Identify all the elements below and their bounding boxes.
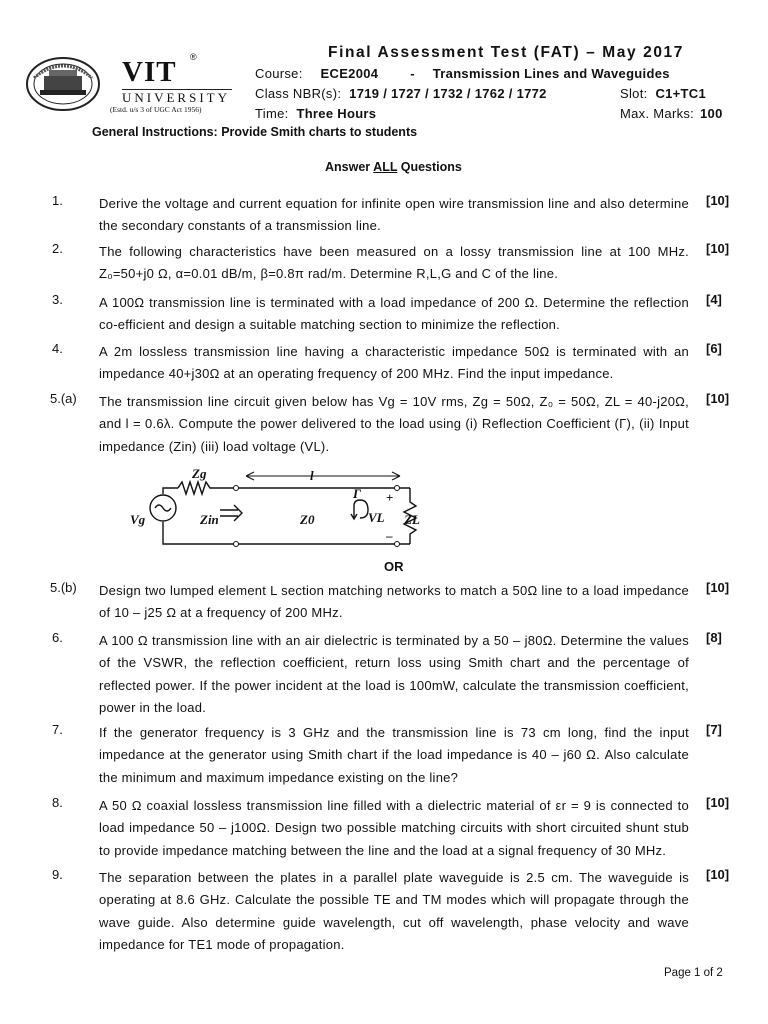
university-seal-icon bbox=[24, 56, 102, 116]
question-text: A 100Ω transmission line is terminated with a load impedance of 200 Ω. Determine the reflection co-efficient and design a suitable matching section to minimize the reflection. bbox=[99, 295, 689, 333]
max-marks-value: 100 bbox=[700, 106, 723, 121]
circuit-plus-sign: + bbox=[386, 490, 394, 505]
circuit-zg-label: Zg bbox=[192, 466, 207, 481]
question-text: Derive the voltage and current equation for infinite open wire transmission line and also determine the secondary constants of a transmission line. bbox=[99, 196, 689, 234]
class-row bbox=[255, 86, 547, 101]
time-label: Time: bbox=[255, 106, 289, 121]
course-label: Course: bbox=[255, 66, 303, 81]
slot-label: Slot: bbox=[620, 86, 648, 101]
question-number: 3. bbox=[52, 292, 63, 307]
question-number: 4. bbox=[52, 341, 63, 356]
circuit-minus-sign: – bbox=[386, 528, 393, 543]
question-text: A 100 Ω transmission line with an air dielectric is terminated by a 50 – j80Ω. Determine the values of the VSWR, the reflection coefficient, return loss using Smith chart and the percentage of reflected power. If the power incident at the load is 100mW, calculate the transmission coefficient, power in the load. bbox=[99, 633, 689, 716]
question-text: The separation between the plates in a parallel plate waveguide is 2.5 cm. The waveguide is operating at 8.6 GHz. Calculate the possible TE and TM modes which will propagate through the wave guide. Also determine guide wavelength, cut off wavelength, phase velocity and wave impedance for TE1 mode of propagation. bbox=[99, 870, 689, 953]
circuit-zin-label: Zin bbox=[200, 512, 219, 527]
question-number: 8. bbox=[52, 795, 63, 810]
question-marks: [6] bbox=[706, 341, 722, 356]
course-name: Transmission Lines and Waveguides bbox=[432, 66, 670, 81]
logo-established: (Estd. u/s 3 of UGC Act 1956) bbox=[110, 105, 202, 114]
answer-all-heading bbox=[325, 160, 462, 174]
question-marks: [10] bbox=[706, 580, 730, 595]
question-text: A 50 Ω coaxial lossless transmission line filled with a dielectric material of εr = 9 is connected to load impedance 50 – j100Ω. Design two possible matching circuits with short circuited shunt stub to provide impedance matching between the line and the load at a signal frequency of 30 MHz. bbox=[99, 798, 689, 858]
max-marks-label: Max. Marks: bbox=[620, 106, 695, 121]
question-number: 5.(a) bbox=[50, 391, 77, 406]
question-marks: [10] bbox=[706, 867, 730, 882]
circuit-vg-label: Vg bbox=[130, 512, 146, 527]
question-number: 2. bbox=[52, 241, 63, 256]
or-separator: OR bbox=[384, 559, 404, 574]
question-marks: [4] bbox=[706, 292, 722, 307]
page-number: Page 1 of 2 bbox=[664, 967, 723, 979]
answer-suffix: Questions bbox=[397, 160, 462, 174]
class-numbers: 1719 / 1727 / 1732 / 1762 / 1772 bbox=[349, 86, 547, 101]
class-label: Class NBR(s): bbox=[255, 86, 342, 101]
question-number: 9. bbox=[52, 867, 63, 882]
answer-prefix: Answer bbox=[325, 160, 374, 174]
question-marks: [10] bbox=[706, 193, 730, 208]
question-marks: [7] bbox=[706, 722, 722, 737]
question-text: A 2m lossless transmission line having a characteristic impedance 50Ω is terminated with an impedance 40+j30Ω at an operating frequency of 200 MHz. Find the input impedance. bbox=[99, 344, 689, 382]
question-marks: [10] bbox=[706, 795, 730, 810]
time-value: Three Hours bbox=[296, 106, 377, 121]
question-text: The following characteristics have been measured on a lossy transmission line at 100 MHz. Z₀=50+j0 Ω, α=0.01 dB/m, β=0.8π rad/m. Determine R,L,G and C of the line. bbox=[99, 244, 689, 282]
circuit-vl-label: VL bbox=[368, 510, 385, 525]
slot-value: C1+TC1 bbox=[655, 86, 707, 101]
answer-all: ALL bbox=[373, 160, 398, 174]
question-number: 7. bbox=[52, 722, 63, 737]
registered-mark: ® bbox=[190, 52, 197, 62]
question-marks: [10] bbox=[706, 241, 730, 256]
circuit-z0-label: Z0 bbox=[300, 512, 315, 527]
course-code: ECE2004 bbox=[320, 66, 379, 81]
circuit-length-label: l bbox=[310, 468, 314, 483]
transmission-line-circuit bbox=[120, 466, 420, 552]
logo-university: UNIVERSITY bbox=[122, 90, 230, 105]
exam-title: Final Assessment Test (FAT) – May 2017 bbox=[328, 44, 684, 61]
question-marks: [8] bbox=[706, 630, 722, 645]
circuit-zl-label: ZL bbox=[404, 512, 420, 527]
time-row bbox=[255, 106, 376, 121]
question-number: 6. bbox=[52, 630, 63, 645]
logo-name: VIT bbox=[122, 56, 177, 88]
general-instructions: General Instructions: Provide Smith charts to students bbox=[92, 125, 418, 139]
question-text: The transmission line circuit given below has Vg = 10V rms, Zg = 50Ω, Z₀ = 50Ω, ZL = 40-j20Ω, and l = 0.6λ. Compute the power delivered to the load using (i) Reflection Coefficient (Γ), (ii) Input impedance (Zin) (iii) load voltage (VL). bbox=[99, 394, 689, 454]
course-row bbox=[255, 66, 670, 81]
slot-row bbox=[620, 86, 706, 101]
question-marks: [10] bbox=[706, 391, 730, 406]
university-logo bbox=[24, 52, 230, 114]
max-marks-row bbox=[620, 106, 723, 121]
question-text: If the generator frequency is 3 GHz and the transmission line is 73 cm long, find the input impedance at the generator using Smith chart if the load impedance is 40 – j60 Ω. Also calculate the minimum and maximum impedance existing on the line? bbox=[99, 725, 689, 785]
course-separator: - bbox=[410, 66, 415, 81]
question-number: 5.(b) bbox=[50, 580, 77, 595]
question-text: Design two lumped element L section matching networks to match a 50Ω line to a load impedance of 10 – j25 Ω at a frequency of 200 MHz. bbox=[99, 583, 689, 621]
circuit-gamma-label: Γ bbox=[353, 486, 361, 501]
question-number: 1. bbox=[52, 193, 63, 208]
